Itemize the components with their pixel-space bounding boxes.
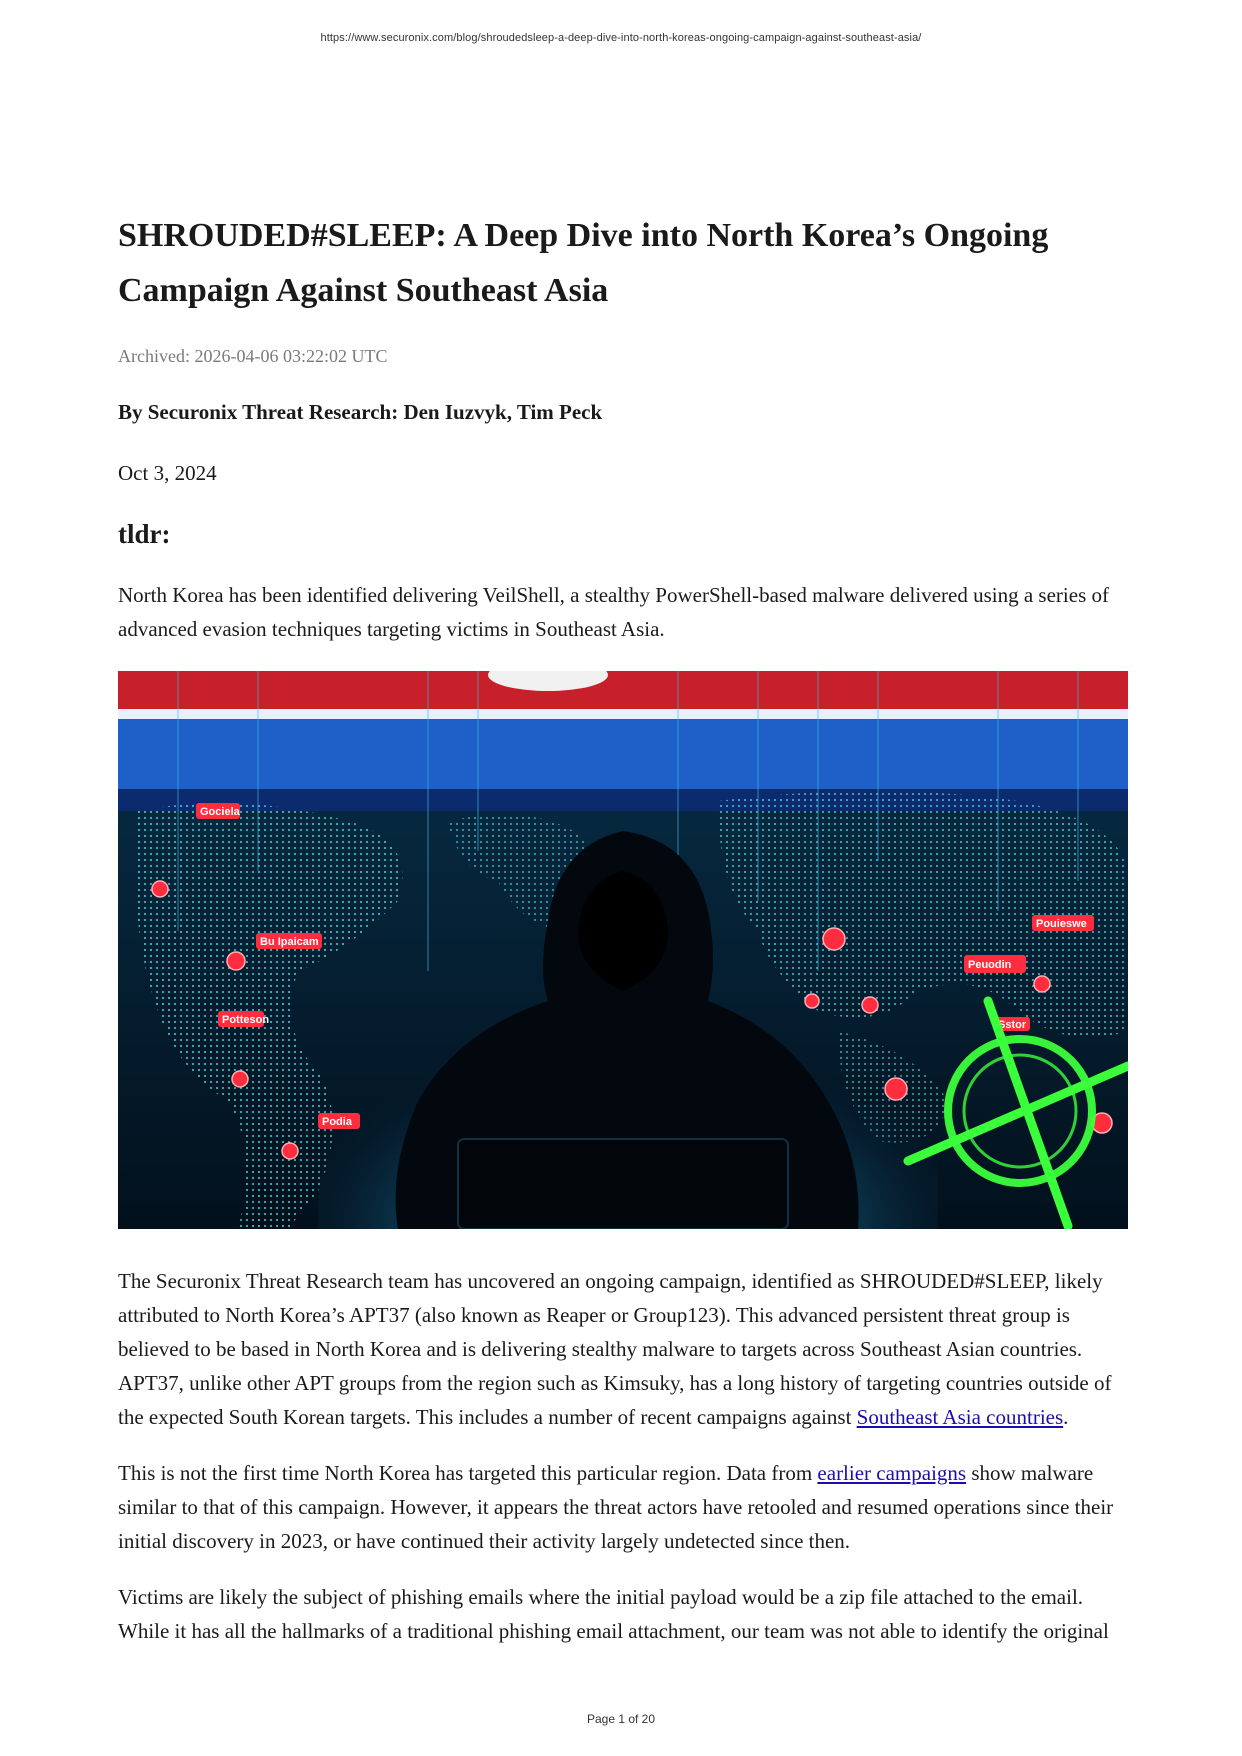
map-label: Potteson [222, 1014, 270, 1026]
map-label: Sstor [998, 1019, 1027, 1031]
earlier-campaigns-link[interactable]: earlier campaigns [817, 1461, 967, 1485]
map-label: Podia [322, 1116, 352, 1128]
article-title: SHROUDED#SLEEP: A Deep Dive into North Korea’s Ongoing Campaign Against Southeast Asia [118, 217, 1049, 309]
flag-red-band [118, 671, 1128, 709]
hero-image [118, 671, 1128, 1229]
publish-date: Oct 3, 2024 [118, 461, 217, 485]
tldr-heading: tldr: [118, 519, 171, 549]
paragraph-1: The Securonix Threat Research team has uncovered an ongoing campaign, identified as SHROUDED#SLEEP, likely attributed to North Korea’s APT37 (also known as Reaper or Group123). This advanced persistent threat group is believed to be based in North Korea and is delivering stealthy malware to targets across Southeast Asian countries. APT37, unlike other APT groups from the region such as Kimsuky, has a long history of targeting countries outside of the expected South Korean targets. This includes a number of recent campaigns against Southeast Asia countries. [118, 1269, 1112, 1429]
paragraph-3: Victims are likely the subject of phishing emails where the initial payload would be a zip file attached to the email. While it has all the hallmarks of a traditional phishing email attachment, our team was not able to identify the original [118, 1585, 1109, 1643]
southeast-asia-countries-link[interactable]: Southeast Asia countries [856, 1405, 1064, 1429]
source-url: https://www.securonix.com/blog/shroudedsleep-a-deep-dive-into-north-koreas-ongoing-campaign-against-southeast-asia/ [320, 32, 922, 44]
map-label: Pouieswe [1036, 918, 1087, 930]
map-label: Gociela [200, 806, 240, 818]
byline: By Securonix Threat Research: Den Iuzvyk, Tim Peck [118, 400, 603, 424]
map-label: Peuodin [968, 959, 1012, 971]
tldr-paragraph: North Korea has been identified delivering VeilShell, a stealthy PowerShell-based malware delivered using a series of advanced evasion techniques targeting victims in Southeast Asia. [118, 583, 1109, 641]
map-label: Bu Ipaicam [260, 936, 319, 948]
paragraph-2: This is not the first time North Korea has targeted this particular region. Data from earlier campaigns show malware similar to that of this campaign. However, it appears the threat actors have retooled and resumed operations since their initial discovery in 2023, or have continued their activity largely undetected since then. [118, 1461, 1114, 1553]
page-number: Page 1 of 20 [586, 1712, 656, 1726]
archived-timestamp: Archived: 2026-04-06 03:22:02 UTC [118, 346, 388, 366]
article [118, 208, 1128, 1648]
laptop [458, 1139, 788, 1229]
